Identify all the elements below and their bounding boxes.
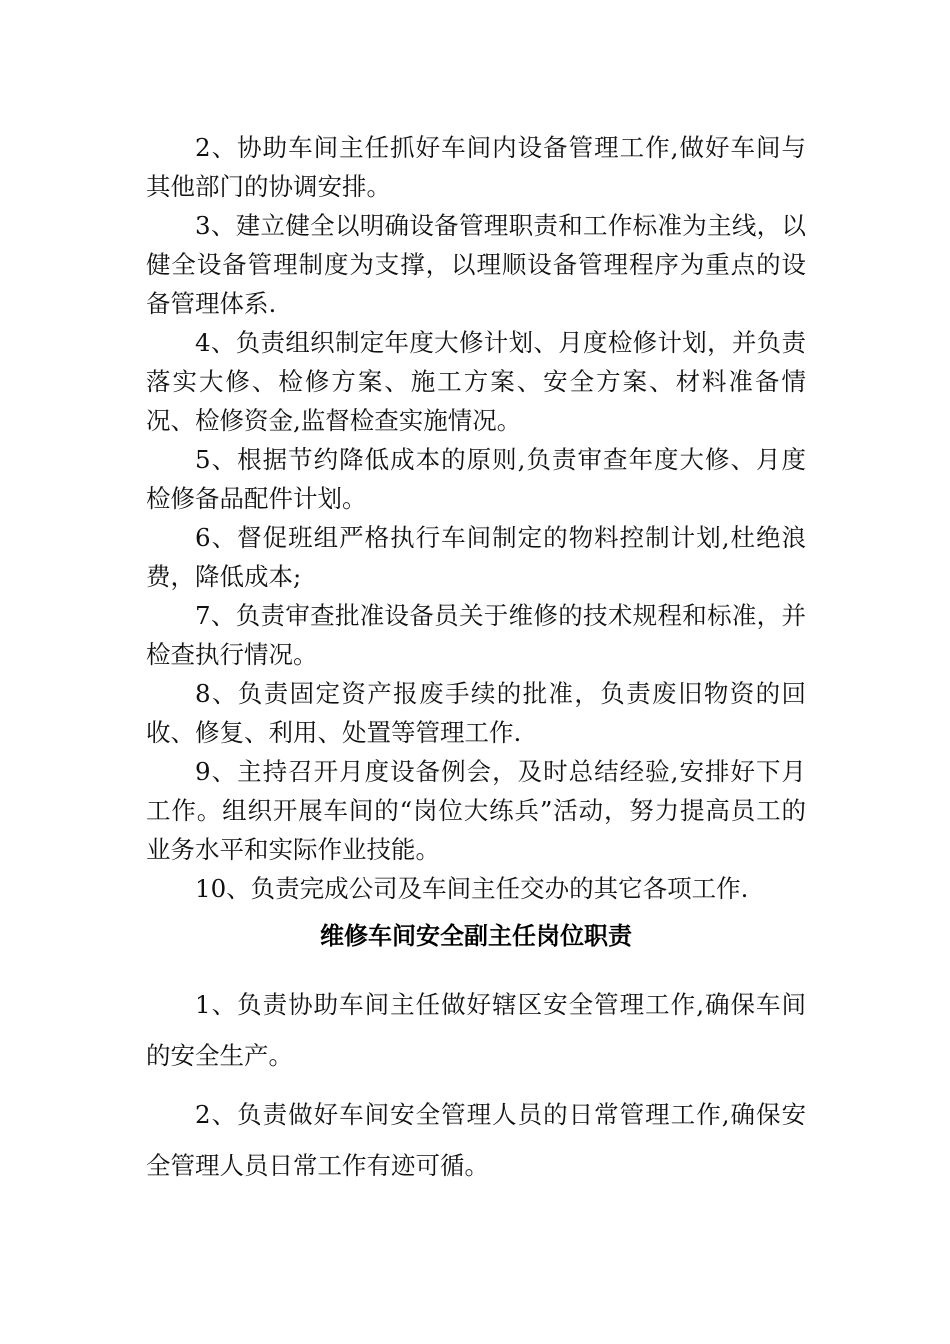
document-page <box>146 128 806 1199</box>
section-title: 维修车间安全副主任岗位职责 <box>320 922 632 950</box>
duty-item-10: 10、负责完成公司及车间主任交办的其它各项工作. <box>195 874 749 903</box>
duty-item-3: 3、建立健全以明确设备管理职责和工作标准为主线，以健全设备管理制度为支撑，以理顺设备管理程序为重点的设备管理体系. <box>146 211 806 318</box>
duty-item-5: 5、根据节约降低成本的原则,负责审查年度大修、月度检修备品配件计划。 <box>146 445 806 513</box>
duty-item-7: 7、负责审查批准设备员关于维修的技术规程和标准，并检查执行情况。 <box>146 601 806 669</box>
safety-duty-item-2: 2、负责做好车间安全管理人员的日常管理工作,确保安全管理人员日常工作有迹可循。 <box>146 1100 806 1180</box>
duty-item-8: 8、负责固定资产报废手续的批准，负责废旧物资的回收、修复、利用、处置等管理工作. <box>146 679 806 747</box>
duty-item-2: 2、协助车间主任抓好车间内设备管理工作,做好车间与其他部门的协调安排。 <box>146 133 806 201</box>
duty-item-9: 9、主持召开月度设备例会，及时总结经验,安排好下月工作。组织开展车间的“岗位大练兵”活动，努力提高员工的业务水平和实际作业技能。 <box>146 757 806 864</box>
duty-item-6: 6、督促班组严格执行车间制定的物料控制计划,杜绝浪费，降低成本; <box>146 523 806 591</box>
duty-item-4: 4、负责组织制定年度大修计划、月度检修计划，并负责落实大修、检修方案、施工方案、安全方案、材料准备情况、检修资金,监督检查实施情况。 <box>146 328 806 435</box>
safety-duty-item-1: 1、负责协助车间主任做好辖区安全管理工作,确保车间的安全生产。 <box>146 990 806 1070</box>
